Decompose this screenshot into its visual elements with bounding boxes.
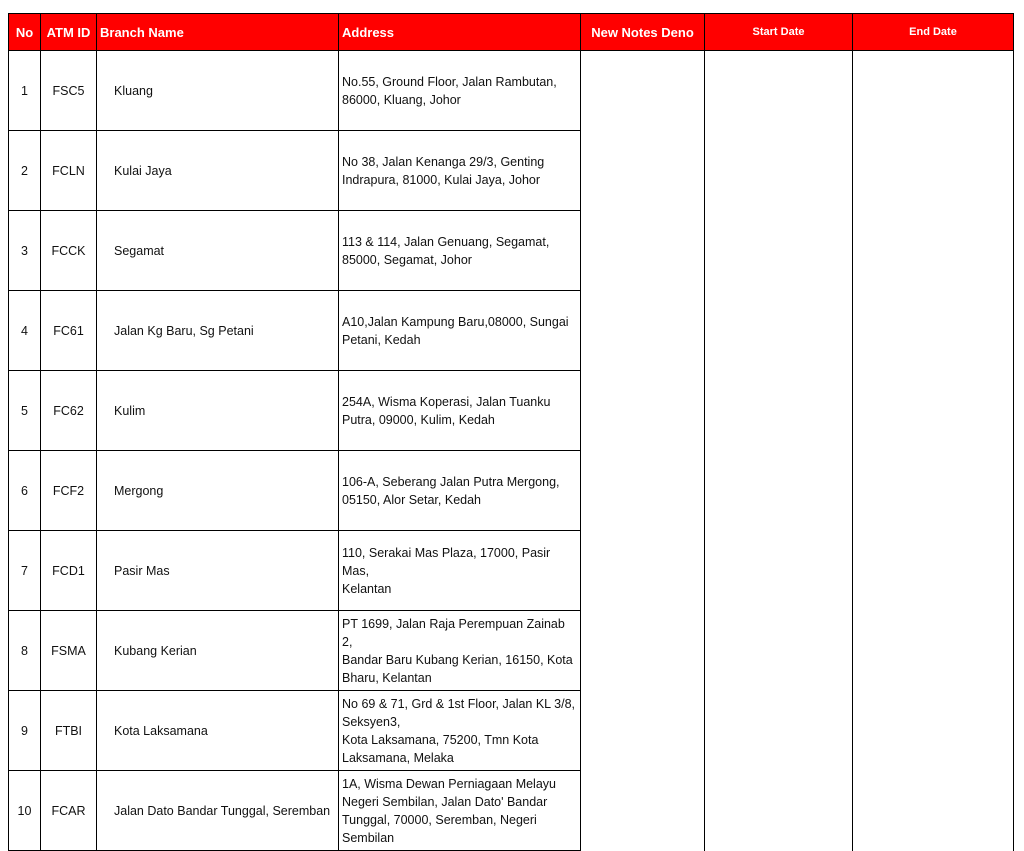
address-line: 1A, Wisma Dewan Perniagaan Melayu [342, 776, 556, 791]
header-end-date: End Date [853, 14, 1014, 51]
cell-branch-name: Kulai Jaya [97, 131, 339, 211]
cell-branch-name: Segamat [97, 211, 339, 291]
table-row [9, 691, 1014, 771]
cell-start-date [705, 691, 853, 771]
table-row [9, 531, 1014, 611]
cell-end-date [853, 371, 1014, 451]
address-line: Petani, Kedah [342, 332, 421, 347]
cell-start-date [705, 131, 853, 211]
cell-no: 2 [9, 131, 41, 211]
cell-address [339, 691, 581, 771]
cell-branch-name: Pasir Mas [97, 531, 339, 611]
cell-end-date [853, 211, 1014, 291]
table-row [9, 451, 1014, 531]
table-row [9, 291, 1014, 371]
cell-address [339, 291, 581, 371]
header-atm-id: ATM ID [41, 14, 97, 51]
cell-atm-id: FC62 [41, 371, 97, 451]
header-new-notes-deno: New Notes Deno [581, 14, 705, 51]
cell-start-date [705, 611, 853, 691]
cell-branch-name: Kubang Kerian [97, 611, 339, 691]
cell-atm-id: FTBI [41, 691, 97, 771]
address-line: Tunggal, 70000, Seremban, Negeri [342, 812, 537, 827]
cell-end-date [853, 51, 1014, 131]
address-line: 254A, Wisma Koperasi, Jalan Tuanku [342, 394, 551, 409]
header-branch-name: Branch Name [97, 14, 339, 51]
cell-branch-name: Jalan Kg Baru, Sg Petani [97, 291, 339, 371]
cell-atm-id: FCLN [41, 131, 97, 211]
cell-new-notes-deno [581, 451, 705, 531]
cell-end-date [853, 451, 1014, 531]
address-line: Seksyen3, [342, 714, 401, 729]
address-line: 85000, Segamat, Johor [342, 252, 472, 267]
cell-new-notes-deno [581, 691, 705, 771]
cell-end-date [853, 131, 1014, 211]
address-line: Bandar Baru Kubang Kerian, 16150, Kota [342, 652, 573, 667]
cell-new-notes-deno [581, 131, 705, 211]
table-row [9, 371, 1014, 451]
cell-no: 9 [9, 691, 41, 771]
table-row [9, 51, 1014, 131]
cell-no: 4 [9, 291, 41, 371]
address-line: 05150, Alor Setar, Kedah [342, 492, 481, 507]
address-line: Kota Laksamana, 75200, Tmn Kota [342, 732, 539, 747]
address-line: Kelantan [342, 581, 392, 596]
address-line: A10,Jalan Kampung Baru,08000, Sungai [342, 314, 569, 329]
cell-new-notes-deno [581, 211, 705, 291]
cell-address [339, 451, 581, 531]
header-address: Address [339, 14, 581, 51]
address-line: Laksamana, Melaka [342, 750, 454, 765]
header-start-date: Start Date [705, 14, 853, 51]
cell-atm-id: FSC5 [41, 51, 97, 131]
address-line: Putra, 09000, Kulim, Kedah [342, 412, 495, 427]
address-line: Bharu, Kelantan [342, 670, 432, 685]
cell-start-date [705, 51, 853, 131]
cell-end-date [853, 611, 1014, 691]
cell-start-date [705, 211, 853, 291]
cell-no: 7 [9, 531, 41, 611]
cell-start-date [705, 771, 853, 851]
address-line: 86000, Kluang, Johor [342, 92, 461, 107]
address-line: 113 & 114, Jalan Genuang, Segamat, [342, 234, 550, 249]
cell-start-date [705, 291, 853, 371]
header-no: No [9, 14, 41, 51]
cell-atm-id: FSMA [41, 611, 97, 691]
cell-branch-name: Kota Laksamana [97, 691, 339, 771]
cell-address [339, 131, 581, 211]
header-row [9, 14, 1014, 51]
atm-branch-table [8, 13, 1014, 851]
cell-branch-name: Kulim [97, 371, 339, 451]
address-line: No 69 & 71, Grd & 1st Floor, Jalan KL 3/8, [342, 696, 575, 711]
cell-new-notes-deno [581, 51, 705, 131]
cell-no: 8 [9, 611, 41, 691]
cell-end-date [853, 531, 1014, 611]
cell-address [339, 51, 581, 131]
table-body [9, 51, 1014, 851]
cell-new-notes-deno [581, 611, 705, 691]
cell-new-notes-deno [581, 771, 705, 851]
cell-atm-id: FC61 [41, 291, 97, 371]
cell-no: 1 [9, 51, 41, 131]
cell-address [339, 531, 581, 611]
table-row [9, 611, 1014, 691]
table-row [9, 131, 1014, 211]
address-line: No 38, Jalan Kenanga 29/3, Genting [342, 154, 545, 169]
cell-address [339, 611, 581, 691]
address-line: Negeri Sembilan, Jalan Dato' Bandar [342, 794, 548, 809]
cell-atm-id: FCF2 [41, 451, 97, 531]
cell-end-date [853, 771, 1014, 851]
cell-new-notes-deno [581, 291, 705, 371]
table-row [9, 771, 1014, 851]
cell-end-date [853, 291, 1014, 371]
cell-branch-name: Jalan Dato Bandar Tunggal, Seremban [97, 771, 339, 851]
cell-address [339, 371, 581, 451]
address-line: No.55, Ground Floor, Jalan Rambutan, [342, 74, 557, 89]
cell-branch-name: Kluang [97, 51, 339, 131]
cell-start-date [705, 371, 853, 451]
address-line: Indrapura, 81000, Kulai Jaya, Johor [342, 172, 541, 187]
cell-address [339, 211, 581, 291]
address-line: Sembilan [342, 830, 395, 845]
cell-no: 5 [9, 371, 41, 451]
cell-atm-id: FCAR [41, 771, 97, 851]
cell-no: 3 [9, 211, 41, 291]
cell-end-date [853, 691, 1014, 771]
cell-atm-id: FCD1 [41, 531, 97, 611]
address-line: 110, Serakai Mas Plaza, 17000, Pasir Mas, [342, 545, 551, 578]
cell-start-date [705, 531, 853, 611]
cell-address [339, 771, 581, 851]
address-line: PT 1699, Jalan Raja Perempuan Zainab 2, [342, 616, 565, 649]
cell-start-date [705, 451, 853, 531]
cell-new-notes-deno [581, 531, 705, 611]
cell-new-notes-deno [581, 371, 705, 451]
cell-branch-name: Mergong [97, 451, 339, 531]
cell-no: 6 [9, 451, 41, 531]
cell-no: 10 [9, 771, 41, 851]
table-row [9, 211, 1014, 291]
cell-atm-id: FCCK [41, 211, 97, 291]
address-line: 106-A, Seberang Jalan Putra Mergong, [342, 474, 560, 489]
